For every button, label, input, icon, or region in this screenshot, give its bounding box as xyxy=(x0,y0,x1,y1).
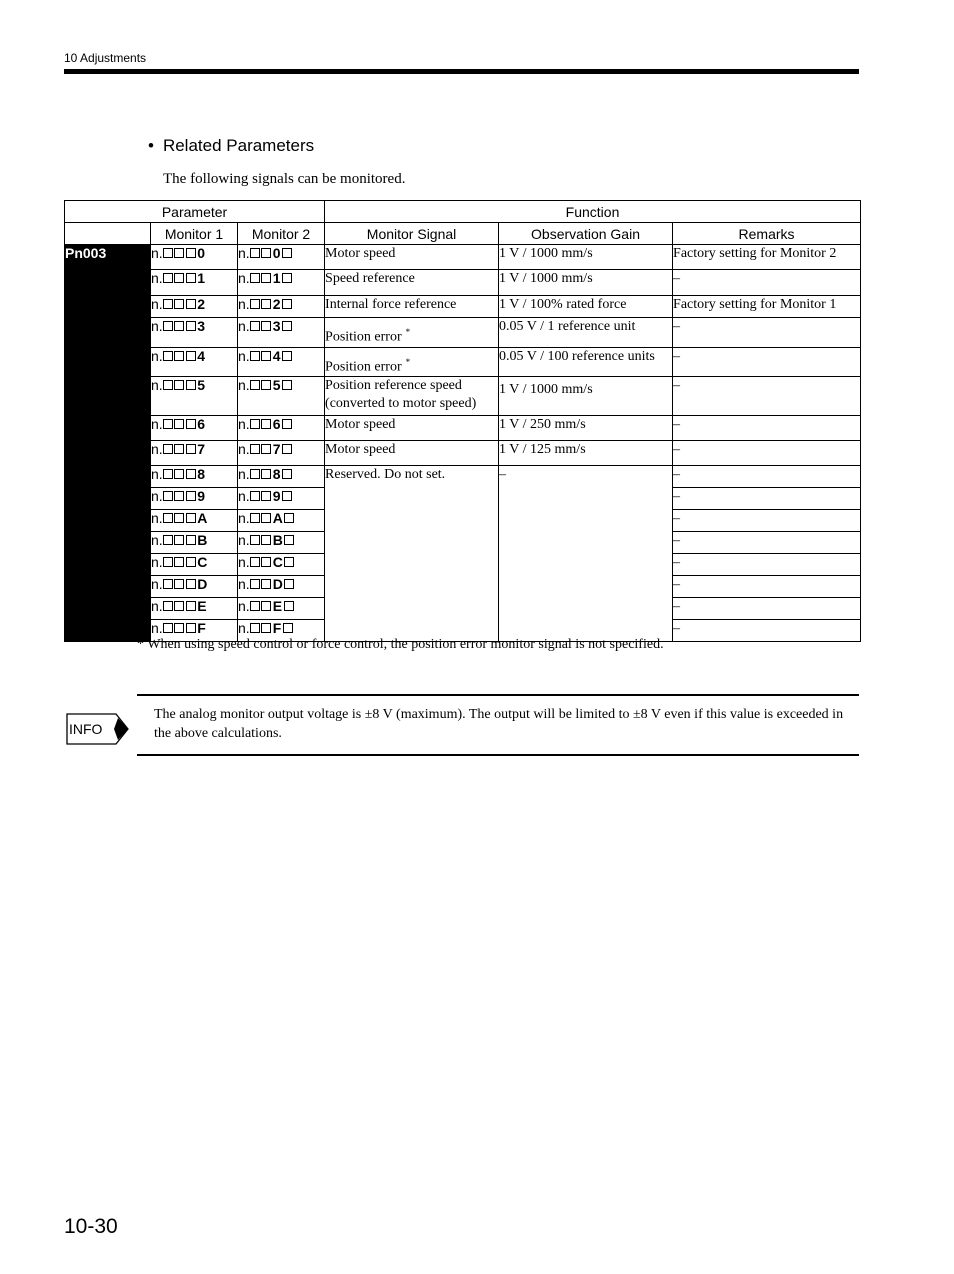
code-prefix: n. xyxy=(238,466,250,483)
table-row xyxy=(65,347,861,377)
digit-placeholder-box xyxy=(282,444,292,454)
code-prefix: n. xyxy=(238,598,250,615)
monitor2-digit: B xyxy=(272,532,283,549)
digit-placeholder-box xyxy=(282,273,292,283)
monitor-signal xyxy=(325,416,499,441)
code-prefix: n. xyxy=(151,318,163,334)
digit-placeholder-box xyxy=(163,351,173,361)
monitor1-code xyxy=(151,377,238,416)
digit-placeholder-box xyxy=(250,321,260,331)
remarks: – xyxy=(673,347,861,377)
digit-placeholder-box xyxy=(250,444,260,454)
digit-placeholder-box xyxy=(174,535,184,545)
monitor-signal-text: Speed reference xyxy=(325,271,415,286)
digit-placeholder-box xyxy=(186,299,196,309)
monitor2-digit: 2 xyxy=(272,296,281,312)
digit-placeholder-box xyxy=(186,248,196,258)
param-name: Pn003 xyxy=(65,245,151,642)
monitor1-digit: 5 xyxy=(197,377,205,394)
monitor1-code xyxy=(151,466,238,488)
digit-placeholder-box xyxy=(282,351,292,361)
monitor1-digit: 3 xyxy=(197,318,205,334)
bullet: • xyxy=(148,136,154,155)
digit-placeholder-box xyxy=(261,321,271,331)
remarks: – xyxy=(673,441,861,466)
monitor2-digit: 4 xyxy=(272,347,281,364)
monitor-signal-text: Position error xyxy=(325,329,402,345)
digit-placeholder-box xyxy=(261,491,271,501)
digit-placeholder-box xyxy=(174,444,184,454)
digit-placeholder-box xyxy=(186,469,196,479)
digit-placeholder-box xyxy=(250,535,260,545)
observation-gain: 0.05 V / 1 reference unit xyxy=(499,318,673,348)
monitor2-code xyxy=(238,270,325,296)
observation-gain: 1 V / 1000 mm/s xyxy=(499,270,673,296)
monitor2-code xyxy=(238,416,325,441)
table-row xyxy=(65,270,861,296)
digit-placeholder-box xyxy=(163,380,173,390)
digit-placeholder-box xyxy=(186,321,196,331)
code-prefix: n. xyxy=(151,270,163,286)
monitor1-code xyxy=(151,318,238,348)
reserved-signal: Reserved. Do not set. xyxy=(325,466,499,642)
header-monitor2: Monitor 2 xyxy=(238,223,325,245)
remarks: – xyxy=(673,576,861,598)
digit-placeholder-box xyxy=(163,579,173,589)
code-prefix: n. xyxy=(151,576,163,593)
digit-placeholder-box xyxy=(261,248,271,258)
code-prefix: n. xyxy=(151,466,163,483)
remarks: – xyxy=(673,466,861,488)
monitor1-code xyxy=(151,296,238,318)
digit-placeholder-box xyxy=(163,535,173,545)
digit-placeholder-box xyxy=(250,273,260,283)
info-icon xyxy=(64,708,130,750)
digit-placeholder-box xyxy=(174,273,184,283)
digit-placeholder-box xyxy=(250,419,260,429)
digit-placeholder-box xyxy=(163,601,173,611)
intro-text: The following signals can be monitored. xyxy=(163,171,406,187)
digit-placeholder-box xyxy=(163,513,173,523)
digit-placeholder-box xyxy=(250,557,260,567)
monitor2-code xyxy=(238,488,325,510)
code-prefix: n. xyxy=(238,488,250,505)
table-body xyxy=(65,245,861,642)
code-prefix: n. xyxy=(151,416,163,433)
monitor2-digit: 9 xyxy=(272,488,281,505)
digit-placeholder-box xyxy=(250,601,260,611)
digit-placeholder-box xyxy=(163,444,173,454)
digit-placeholder-box xyxy=(261,535,271,545)
monitor-signal-text: Motor speed xyxy=(325,417,396,433)
code-prefix: n. xyxy=(151,488,163,505)
header-monitor1: Monitor 1 xyxy=(151,223,238,245)
digit-placeholder-box xyxy=(186,491,196,501)
monitor1-digit: F xyxy=(197,620,206,637)
remarks: – xyxy=(673,318,861,348)
code-prefix: n. xyxy=(151,296,163,312)
code-prefix: n. xyxy=(151,245,163,261)
table-row xyxy=(65,441,861,466)
monitor2-digit: F xyxy=(272,620,282,637)
digit-placeholder-box xyxy=(284,601,294,611)
page-number: 10-30 xyxy=(64,1215,118,1238)
digit-placeholder-box xyxy=(174,248,184,258)
code-prefix: n. xyxy=(151,532,163,549)
digit-placeholder-box xyxy=(163,623,173,633)
monitor1-code xyxy=(151,598,238,620)
monitor2-code xyxy=(238,245,325,270)
monitor2-digit: 5 xyxy=(272,377,281,394)
info-rule-top xyxy=(137,694,859,696)
section-title-text: Related Parameters xyxy=(162,136,315,155)
monitor2-digit: 8 xyxy=(272,466,281,483)
table-row xyxy=(65,416,861,441)
monitor1-code xyxy=(151,270,238,296)
monitor1-code xyxy=(151,416,238,441)
monitor1-digit: 0 xyxy=(197,245,205,261)
code-prefix: n. xyxy=(238,532,250,549)
digit-placeholder-box xyxy=(261,469,271,479)
monitor2-digit: E xyxy=(272,598,283,615)
digit-placeholder-box xyxy=(163,557,173,567)
monitor2-code xyxy=(238,532,325,554)
monitor2-code xyxy=(238,318,325,348)
monitor1-code xyxy=(151,510,238,532)
digit-placeholder-box xyxy=(261,419,271,429)
monitor2-digit: 7 xyxy=(272,441,281,458)
table-row xyxy=(65,296,861,318)
observation-gain: 1 V / 1000 mm/s xyxy=(499,245,673,270)
code-prefix: n. xyxy=(238,377,250,394)
code-prefix: n. xyxy=(238,245,250,261)
table-row xyxy=(65,245,861,270)
remarks: Factory setting for Monitor 1 xyxy=(673,296,861,318)
digit-placeholder-box xyxy=(282,248,292,258)
table-row xyxy=(65,318,861,348)
monitor2-code xyxy=(238,296,325,318)
monitor1-code xyxy=(151,441,238,466)
digit-placeholder-box xyxy=(174,491,184,501)
table-row xyxy=(65,466,861,488)
monitor1-digit: 9 xyxy=(197,488,205,505)
monitor-signal xyxy=(325,377,499,416)
digit-placeholder-box xyxy=(174,419,184,429)
digit-placeholder-box xyxy=(163,248,173,258)
code-prefix: n. xyxy=(151,347,163,364)
code-prefix: n. xyxy=(238,416,250,433)
header-parameter: Parameter xyxy=(65,201,325,223)
monitor-signal-text: Motor speed xyxy=(325,442,396,458)
reserved-gain: – xyxy=(499,466,673,642)
digit-placeholder-box xyxy=(250,351,260,361)
monitor2-digit: 3 xyxy=(272,318,281,334)
code-prefix: n. xyxy=(151,598,163,615)
digit-placeholder-box xyxy=(186,419,196,429)
monitor1-code xyxy=(151,245,238,270)
monitor2-code xyxy=(238,466,325,488)
digit-placeholder-box xyxy=(186,380,196,390)
digit-placeholder-box xyxy=(282,299,292,309)
code-prefix: n. xyxy=(238,296,250,312)
monitor2-digit: C xyxy=(272,554,283,571)
header-remarks: Remarks xyxy=(673,223,861,245)
monitor1-code xyxy=(151,532,238,554)
digit-placeholder-box xyxy=(261,299,271,309)
monitor-signal-text-line2: (converted to motor speed) xyxy=(325,396,477,412)
table-row xyxy=(65,377,861,416)
monitor2-digit: D xyxy=(272,576,283,593)
monitor2-code xyxy=(238,377,325,416)
monitor1-digit: 4 xyxy=(197,347,205,364)
monitor2-digit: 1 xyxy=(272,270,281,286)
digit-placeholder-box xyxy=(186,351,196,361)
digit-placeholder-box xyxy=(250,491,260,501)
monitor2-code xyxy=(238,510,325,532)
monitor1-code xyxy=(151,554,238,576)
header-function: Function xyxy=(325,201,861,223)
digit-placeholder-box xyxy=(186,601,196,611)
digit-placeholder-box xyxy=(282,380,292,390)
monitor-signal xyxy=(325,347,499,377)
remarks: Factory setting for Monitor 2 xyxy=(673,245,861,270)
digit-placeholder-box xyxy=(250,380,260,390)
monitor2-digit: 6 xyxy=(272,416,281,433)
monitor-signal-text: Position error xyxy=(325,359,402,375)
info-text: The analog monitor output voltage is ±8 V (maximum). The output will be limited to ±8 V even if this value is exceeded in the above calculations. xyxy=(154,707,844,741)
digit-placeholder-box xyxy=(174,623,184,633)
monitor1-digit: 6 xyxy=(197,416,205,433)
observation-gain: 1 V / 250 mm/s xyxy=(499,416,673,441)
digit-placeholder-box xyxy=(250,469,260,479)
monitor2-code xyxy=(238,554,325,576)
remarks: – xyxy=(673,270,861,296)
monitor1-digit: E xyxy=(197,598,207,615)
monitor1-digit: 1 xyxy=(197,270,205,286)
digit-placeholder-box xyxy=(186,535,196,545)
digit-placeholder-box xyxy=(261,351,271,361)
digit-placeholder-box xyxy=(186,444,196,454)
digit-placeholder-box xyxy=(174,469,184,479)
monitor-signal-text: Internal force reference xyxy=(325,297,457,312)
digit-placeholder-box xyxy=(186,273,196,283)
digit-placeholder-box xyxy=(261,623,271,633)
digit-placeholder-box xyxy=(163,273,173,283)
digit-placeholder-box xyxy=(163,419,173,429)
monitor2-digit: A xyxy=(272,510,283,527)
monitor-signal xyxy=(325,245,499,270)
monitor-signal xyxy=(325,441,499,466)
digit-placeholder-box xyxy=(261,513,271,523)
digit-placeholder-box xyxy=(282,491,292,501)
code-prefix: n. xyxy=(238,620,250,637)
code-prefix: n. xyxy=(238,318,250,334)
digit-placeholder-box xyxy=(186,513,196,523)
digit-placeholder-box xyxy=(174,513,184,523)
section-title xyxy=(148,136,314,156)
digit-placeholder-box xyxy=(261,380,271,390)
digit-placeholder-box xyxy=(174,299,184,309)
observation-gain: 1 V / 1000 mm/s xyxy=(499,377,673,416)
code-prefix: n. xyxy=(238,510,250,527)
digit-placeholder-box xyxy=(163,321,173,331)
digit-placeholder-box xyxy=(250,623,260,633)
footnote: * When using speed control or force control, the position error monitor signal is not specified. xyxy=(137,637,664,652)
monitor1-digit: D xyxy=(197,576,208,593)
monitor1-digit: A xyxy=(197,510,208,527)
digit-placeholder-box xyxy=(282,469,292,479)
code-prefix: n. xyxy=(151,441,163,458)
digit-placeholder-box xyxy=(250,579,260,589)
observation-gain: 1 V / 100% rated force xyxy=(499,296,673,318)
digit-placeholder-box xyxy=(261,579,271,589)
monitor1-digit: C xyxy=(197,554,208,571)
observation-gain: 1 V / 125 mm/s xyxy=(499,441,673,466)
digit-placeholder-box xyxy=(163,469,173,479)
code-prefix: n. xyxy=(238,441,250,458)
monitor1-code xyxy=(151,576,238,598)
monitor-signal xyxy=(325,270,499,296)
digit-placeholder-box xyxy=(174,380,184,390)
code-prefix: n. xyxy=(238,576,250,593)
monitor-signal-text: Motor speed xyxy=(325,246,396,261)
monitor-signal xyxy=(325,296,499,318)
remarks: – xyxy=(673,620,861,642)
code-prefix: n. xyxy=(151,554,163,571)
digit-placeholder-box xyxy=(174,579,184,589)
code-prefix: n. xyxy=(238,270,250,286)
code-prefix: n. xyxy=(151,377,163,394)
digit-placeholder-box xyxy=(282,321,292,331)
code-prefix: n. xyxy=(238,347,250,364)
header-signal: Monitor Signal xyxy=(325,223,499,245)
digit-placeholder-box xyxy=(186,623,196,633)
monitor2-code xyxy=(238,576,325,598)
digit-placeholder-box xyxy=(284,513,294,523)
digit-placeholder-box xyxy=(284,579,294,589)
header-blank xyxy=(65,223,151,245)
footnote-mark: * xyxy=(405,356,411,367)
digit-placeholder-box xyxy=(174,321,184,331)
monitor1-digit: B xyxy=(197,532,208,549)
code-prefix: n. xyxy=(238,554,250,571)
digit-placeholder-box xyxy=(250,248,260,258)
digit-placeholder-box xyxy=(284,557,294,567)
header-gain: Observation Gain xyxy=(499,223,673,245)
parameter-table xyxy=(64,200,861,642)
remarks: – xyxy=(673,510,861,532)
monitor2-code xyxy=(238,598,325,620)
monitor1-digit: 8 xyxy=(197,466,205,483)
digit-placeholder-box xyxy=(250,513,260,523)
chapter-header: 10 Adjustments xyxy=(64,51,147,65)
info-rule-bottom xyxy=(137,754,859,756)
digit-placeholder-box xyxy=(261,444,271,454)
header-rule xyxy=(64,69,859,74)
digit-placeholder-box xyxy=(163,491,173,501)
digit-placeholder-box xyxy=(174,557,184,567)
remarks: – xyxy=(673,488,861,510)
remarks: – xyxy=(673,598,861,620)
monitor-signal-text: Position reference speed xyxy=(325,378,462,394)
remarks: – xyxy=(673,554,861,576)
info-icon-label: INFO xyxy=(69,721,103,737)
footnote-mark: * xyxy=(405,327,411,337)
monitor1-code xyxy=(151,488,238,510)
digit-placeholder-box xyxy=(174,351,184,361)
digit-placeholder-box xyxy=(163,299,173,309)
digit-placeholder-box xyxy=(283,623,293,633)
code-prefix: n. xyxy=(151,510,163,527)
remarks: – xyxy=(673,377,861,416)
monitor1-digit: 7 xyxy=(197,441,205,458)
digit-placeholder-box xyxy=(261,601,271,611)
monitor-signal xyxy=(325,318,499,348)
monitor2-code xyxy=(238,441,325,466)
digit-placeholder-box xyxy=(261,557,271,567)
monitor1-code xyxy=(151,347,238,377)
monitor1-digit: 2 xyxy=(197,296,205,312)
monitor2-digit: 0 xyxy=(272,245,281,261)
digit-placeholder-box xyxy=(284,535,294,545)
digit-placeholder-box xyxy=(186,579,196,589)
code-prefix: n. xyxy=(151,620,163,637)
remarks: – xyxy=(673,532,861,554)
digit-placeholder-box xyxy=(282,419,292,429)
digit-placeholder-box xyxy=(250,299,260,309)
digit-placeholder-box xyxy=(186,557,196,567)
observation-gain: 0.05 V / 100 reference units xyxy=(499,347,673,377)
monitor2-code xyxy=(238,347,325,377)
digit-placeholder-box xyxy=(174,601,184,611)
digit-placeholder-box xyxy=(261,273,271,283)
remarks: – xyxy=(673,416,861,441)
